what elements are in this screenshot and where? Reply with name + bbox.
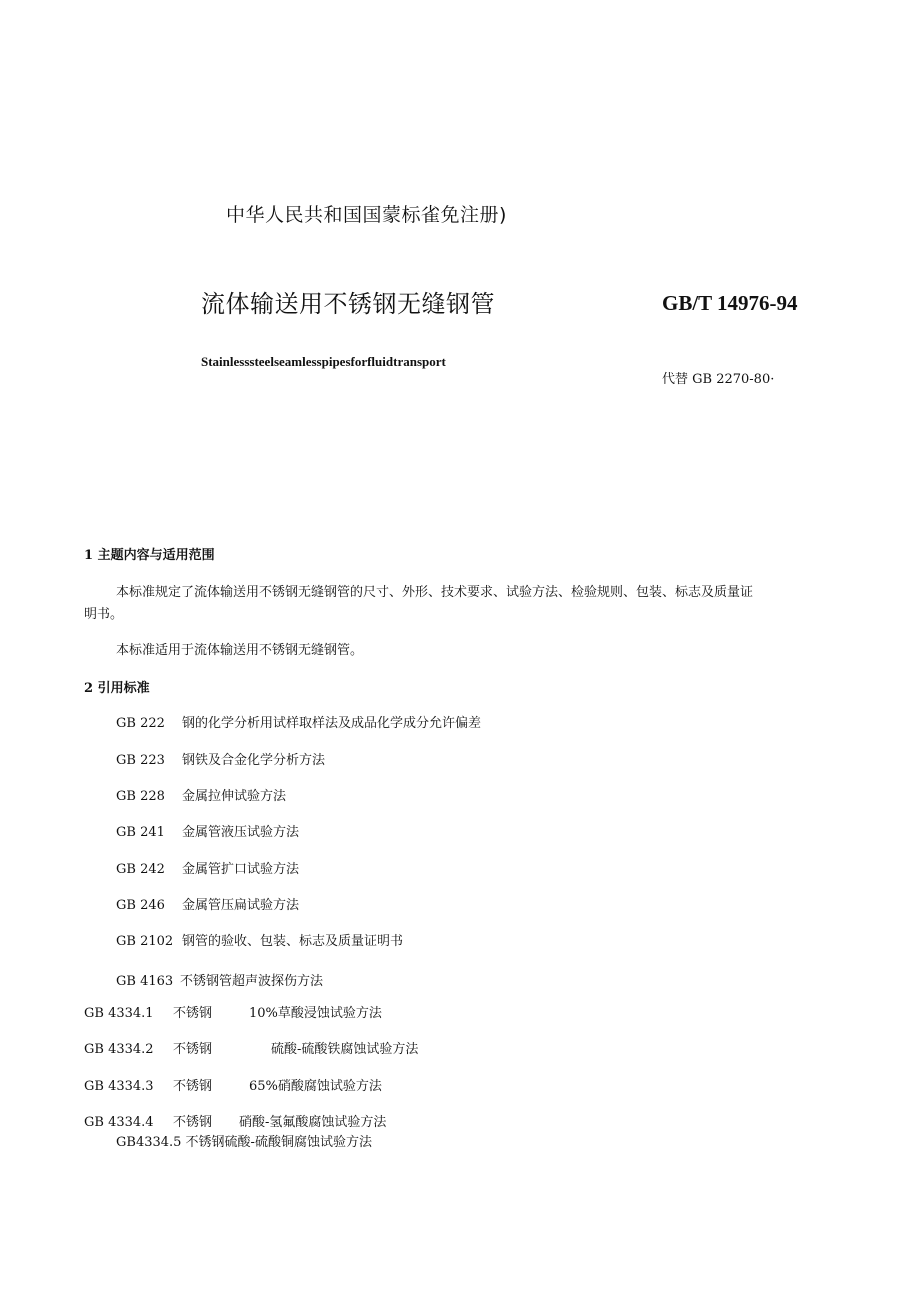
section-1-paragraph-1-line-1: 本标准规定了流体输送用不锈钢无缝钢管的尺寸、外形、技术要求、试验方法、检验规则、包装、标志及质量证	[116, 585, 754, 600]
reference-title: 金属管扩口试验方法	[182, 862, 300, 877]
reference-material: 不锈钢	[173, 1042, 213, 1057]
reference-item-last: GB4334.5 不锈钢硫酸-硫酸铜腐蚀试验方法	[116, 1135, 372, 1150]
reference-material: 不锈钢	[173, 1115, 213, 1130]
reference-material: 不锈钢	[173, 1079, 213, 1094]
reference-title: 不锈钢管超声波探伤方法	[180, 974, 324, 989]
reference-title: 65%硝酸腐蚀试验方法	[249, 1079, 382, 1094]
reference-item	[116, 894, 299, 913]
reference-number: GB 4334.3	[84, 1079, 154, 1094]
reference-number: GB 2102	[116, 934, 174, 949]
section-1-paragraph-1-line-2: 明书。	[84, 607, 124, 622]
reference-number: GB 228	[116, 789, 165, 804]
reference-title: 金属管压扁试验方法	[182, 898, 300, 913]
replaces-note: 代替 GB 2270-80·	[662, 372, 775, 387]
section-2-heading: 2 引用标准	[84, 681, 150, 696]
reference-number: GB 4163	[116, 974, 174, 989]
reference-item	[84, 1038, 418, 1057]
english-title: Stainlesssteelseamlesspipesforfluidtransport	[201, 354, 446, 369]
reference-item	[116, 785, 286, 804]
reference-title: 10%草酸浸蚀试验方法	[249, 1006, 382, 1021]
reference-number: GB 222	[116, 716, 165, 731]
reference-number: GB 4334.4	[84, 1115, 154, 1130]
reference-title: 硫酸-硫酸铁腐蚀试验方法	[271, 1042, 419, 1057]
reference-item	[84, 1111, 386, 1130]
reference-number: GB 246	[116, 898, 165, 913]
reference-number: GB 223	[116, 753, 165, 768]
reference-number: GB 242	[116, 862, 165, 877]
reference-item	[116, 712, 481, 731]
issuing-organization: 中华人民共和国国蒙标雀免注册)	[226, 204, 507, 226]
section-1-heading: 1 主题内容与适用范围	[84, 548, 215, 563]
reference-item	[84, 1075, 382, 1094]
reference-title: 钢铁及合金化学分析方法	[182, 753, 326, 768]
reference-number: GB 4334.1	[84, 1006, 154, 1021]
reference-item	[116, 749, 325, 768]
reference-number: GB 241	[116, 825, 165, 840]
section-1-paragraph-2: 本标准适用于流体输送用不锈钢无缝钢管。	[116, 643, 364, 658]
reference-title: 钢管的验收、包装、标志及质量证明书	[182, 934, 404, 949]
reference-item	[116, 930, 403, 949]
reference-title: 硝酸-氢氟酸腐蚀试验方法	[239, 1115, 387, 1130]
reference-title: 金属拉伸试验方法	[182, 789, 287, 804]
standard-title: 流体输送用不锈钢无缝钢管	[201, 290, 495, 318]
reference-number: GB 4334.2	[84, 1042, 154, 1057]
reference-item	[84, 1002, 382, 1021]
reference-title: 钢的化学分析用试样取样法及成品化学成分允许偏差	[182, 716, 482, 731]
reference-title: 金属管液压试验方法	[182, 825, 300, 840]
reference-item	[116, 970, 323, 989]
reference-item	[116, 858, 299, 877]
reference-material: 不锈钢	[173, 1006, 213, 1021]
standard-code: GB/T 14976-94	[662, 291, 798, 315]
reference-item	[116, 821, 299, 840]
